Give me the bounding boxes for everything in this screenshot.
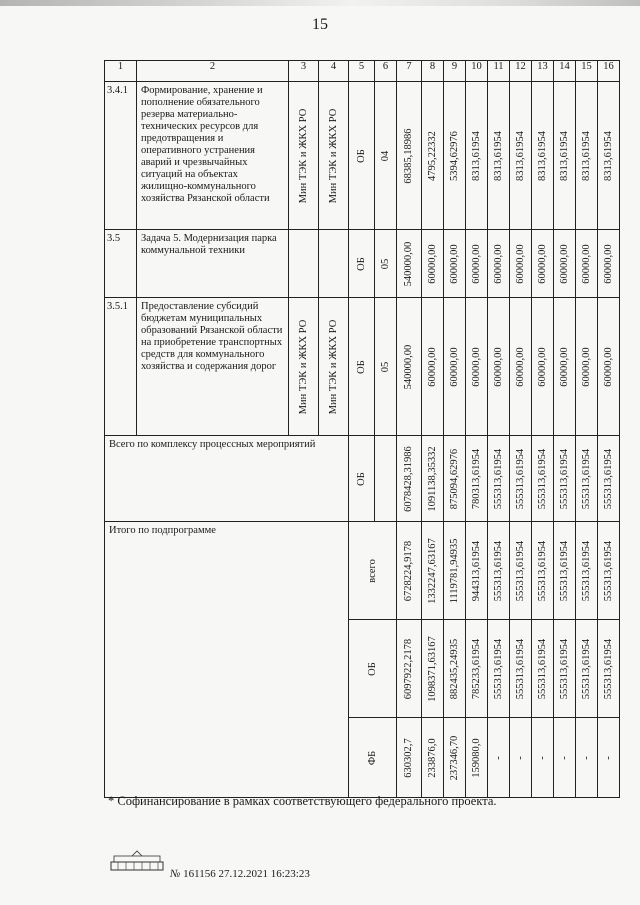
- value: 630302,7: [403, 737, 414, 778]
- col-header: 2: [137, 61, 289, 82]
- executor-cell: [319, 230, 349, 298]
- value-cell: [397, 82, 422, 230]
- value-cell: [397, 230, 422, 298]
- value: 555313,61954: [492, 638, 504, 699]
- line-label-cell: [349, 718, 397, 798]
- executor-cell: [289, 230, 319, 298]
- value-cell: [554, 230, 576, 298]
- executor-cell: [289, 298, 319, 436]
- col-header: 7: [397, 61, 422, 82]
- value-cell: [554, 620, 576, 718]
- value: 1091138,35332: [426, 445, 438, 512]
- value: 60000,00: [514, 243, 526, 284]
- value: 68385,18986: [403, 127, 414, 184]
- value: 60000,00: [558, 346, 570, 387]
- value-cell: [422, 82, 444, 230]
- value-cell: [510, 230, 532, 298]
- registration-datetime: 27.12.2021 16:23:23: [218, 868, 310, 880]
- col-header: 15: [576, 61, 598, 82]
- value-cell: [422, 620, 444, 718]
- value-cell: [576, 298, 598, 436]
- value: 780313,61954: [470, 448, 482, 509]
- value-cell: [422, 718, 444, 798]
- value-cell: [422, 522, 444, 620]
- value-cell: [532, 620, 554, 718]
- row-number: 3.4.1: [105, 82, 137, 230]
- value-cell: [466, 82, 488, 230]
- value: 944313,61954: [470, 540, 482, 601]
- value: 60000,00: [536, 243, 548, 284]
- value-cell: [422, 436, 444, 522]
- row-name: Задача 5. Модернизация парка коммунальной техники: [137, 230, 289, 298]
- value: 6728224,9178: [403, 540, 414, 601]
- subprogram-total-row: [105, 522, 620, 620]
- value: 6097922,2178: [403, 638, 414, 699]
- value: 60000,00: [580, 346, 592, 387]
- registration-number: 161156: [183, 868, 216, 880]
- value-cell: [598, 298, 620, 436]
- value-cell: [444, 718, 466, 798]
- value-cell: [532, 718, 554, 798]
- value: -: [492, 755, 504, 760]
- col-header: 10: [466, 61, 488, 82]
- table-row: [105, 298, 620, 436]
- value-cell: [576, 718, 598, 798]
- value: 60000,00: [470, 243, 482, 284]
- col-header: 6: [375, 61, 397, 82]
- value: 60000,00: [602, 346, 614, 387]
- value: 555313,61954: [602, 540, 614, 601]
- value: 555313,61954: [492, 540, 504, 601]
- value-cell: [488, 298, 510, 436]
- registration-line: [170, 868, 310, 880]
- value: 555313,61954: [558, 638, 570, 699]
- line-label: всего: [366, 558, 378, 583]
- value: 8313,61954: [536, 130, 548, 181]
- value-cell: [510, 718, 532, 798]
- value: 8313,61954: [492, 130, 504, 181]
- value: 237346,70: [448, 735, 460, 780]
- value: 8313,61954: [558, 130, 570, 181]
- value-cell: [598, 718, 620, 798]
- row-name: Предоставление субсидий бюджетам муниципальных образований Рязанской области на приобретение транспортных средств для коммунального хозяйства и содержания дорог: [137, 298, 289, 436]
- value: 8313,61954: [602, 130, 614, 181]
- col-header: 8: [422, 61, 444, 82]
- value-cell: [576, 620, 598, 718]
- value: 882435,24935: [448, 638, 460, 699]
- source-cell: [349, 298, 375, 436]
- value: -: [536, 755, 548, 760]
- value: 60000,00: [426, 243, 438, 284]
- value: 555313,61954: [536, 448, 548, 509]
- col-header: 3: [289, 61, 319, 82]
- value-cell: [532, 522, 554, 620]
- value-cell: [576, 522, 598, 620]
- subprogram-total-label: Итого по подпрограмме: [105, 522, 349, 798]
- value-cell: [554, 298, 576, 436]
- table-row: [105, 230, 620, 298]
- code: 04: [379, 150, 391, 161]
- col-header: 4: [319, 61, 349, 82]
- source-cell: [349, 82, 375, 230]
- value-cell: [598, 436, 620, 522]
- number-sign: №: [170, 868, 181, 880]
- value-cell: [510, 522, 532, 620]
- value-cell: [466, 620, 488, 718]
- value: 555313,61954: [536, 540, 548, 601]
- value-cell: [488, 436, 510, 522]
- value: 540000,00: [403, 344, 414, 389]
- funding-source: ОБ: [355, 359, 367, 374]
- funding-source: ОБ: [355, 256, 367, 271]
- funding-source: ОБ: [355, 471, 367, 486]
- executor-4: Мин ТЭК и ЖКХ РО: [327, 319, 339, 414]
- value: 8313,61954: [514, 130, 526, 181]
- value-cell: [466, 230, 488, 298]
- value-cell: [444, 298, 466, 436]
- value: 233876,0: [426, 737, 438, 778]
- complex-total-label: Всего по комплексу процессных мероприятий: [105, 436, 349, 522]
- value: 5394,62976: [448, 130, 460, 181]
- value-cell: [488, 620, 510, 718]
- line-label: ОБ: [366, 661, 378, 676]
- value: 555313,61954: [514, 540, 526, 601]
- executor-cell: [319, 298, 349, 436]
- value: 6078428,31986: [403, 445, 414, 512]
- col-header: 14: [554, 61, 576, 82]
- value: -: [558, 755, 570, 760]
- col-header: 5: [349, 61, 375, 82]
- value: 555313,61954: [492, 448, 504, 509]
- value: 60000,00: [426, 346, 438, 387]
- source-cell: [349, 436, 375, 522]
- value-cell: [598, 620, 620, 718]
- value-cell: [488, 522, 510, 620]
- value: 60000,00: [580, 243, 592, 284]
- value-cell: [444, 82, 466, 230]
- value-cell: [444, 230, 466, 298]
- empty-cell: [375, 436, 397, 522]
- value-cell: [397, 436, 422, 522]
- value-cell: [554, 522, 576, 620]
- value: 4795,22332: [426, 130, 438, 181]
- col-header: 1: [105, 61, 137, 82]
- col-header: 12: [510, 61, 532, 82]
- value: 555313,61954: [580, 540, 592, 601]
- value-cell: [397, 718, 422, 798]
- col-header: 16: [598, 61, 620, 82]
- value: 60000,00: [470, 346, 482, 387]
- executor-4: Мин ТЭК и ЖКХ РО: [327, 108, 339, 203]
- code: 05: [379, 361, 391, 372]
- value-cell: [598, 522, 620, 620]
- value: 159080,0: [470, 737, 482, 778]
- value-cell: [554, 82, 576, 230]
- table-row: [105, 82, 620, 230]
- value-cell: [488, 718, 510, 798]
- col-header: 13: [532, 61, 554, 82]
- funding-source: ОБ: [355, 148, 367, 163]
- value: 1332247,63167: [426, 537, 438, 604]
- value: 60000,00: [492, 243, 504, 284]
- code-cell: [375, 230, 397, 298]
- value: 60000,00: [448, 346, 460, 387]
- value-cell: [466, 436, 488, 522]
- executor-3: Мин ТЭК и ЖКХ РО: [297, 319, 309, 414]
- value-cell: [422, 298, 444, 436]
- value-cell: [532, 230, 554, 298]
- source-cell: [349, 230, 375, 298]
- row-number: 3.5: [105, 230, 137, 298]
- budget-table: [104, 60, 620, 798]
- value: 555313,61954: [514, 448, 526, 509]
- row-name: Формирование, хранение и пополнение обязательного резерва материально-технических ресурсов для предотвращения и оперативного устранения аварий и чрезвычайных ситуаций на объектах жилищно-коммунального хозяйства Рязанской области: [137, 82, 289, 230]
- value: 555313,61954: [580, 448, 592, 509]
- code: 05: [379, 258, 391, 269]
- value: 60000,00: [558, 243, 570, 284]
- value: 555313,61954: [558, 540, 570, 601]
- value-cell: [510, 298, 532, 436]
- value-cell: [488, 230, 510, 298]
- value-cell: [576, 230, 598, 298]
- code-cell: [375, 298, 397, 436]
- value: 555313,61954: [514, 638, 526, 699]
- line-label-cell: [349, 620, 397, 718]
- value-cell: [532, 436, 554, 522]
- value-cell: [576, 82, 598, 230]
- value-cell: [554, 436, 576, 522]
- scan-edge: [0, 0, 640, 6]
- value-cell: [397, 620, 422, 718]
- value-cell: [554, 718, 576, 798]
- value: 875094,62976: [448, 448, 460, 509]
- value: 785233,61954: [470, 638, 482, 699]
- value: 555313,61954: [536, 638, 548, 699]
- value-cell: [466, 298, 488, 436]
- value: 1098371,63167: [426, 635, 438, 702]
- value-cell: [466, 718, 488, 798]
- value-cell: [397, 522, 422, 620]
- value: 1119781,94935: [448, 538, 460, 603]
- value-cell: [510, 82, 532, 230]
- value: 60000,00: [448, 243, 460, 284]
- value-cell: [598, 230, 620, 298]
- line-label: ФБ: [366, 750, 378, 765]
- value: 60000,00: [492, 346, 504, 387]
- value: 555313,61954: [602, 448, 614, 509]
- value: 555313,61954: [580, 638, 592, 699]
- value: -: [514, 755, 526, 760]
- executor-3: Мин ТЭК и ЖКХ РО: [297, 108, 309, 203]
- row-number: 3.5.1: [105, 298, 137, 436]
- value: 540000,00: [403, 241, 414, 286]
- value-cell: [466, 522, 488, 620]
- value-cell: [532, 298, 554, 436]
- value-cell: [488, 82, 510, 230]
- footnote: * Софинансирование в рамках соответствующего федерального проекта.: [108, 794, 497, 808]
- complex-total-row: [105, 436, 620, 522]
- value: 8313,61954: [470, 130, 482, 181]
- value: 60000,00: [514, 346, 526, 387]
- value: 60000,00: [602, 243, 614, 284]
- value-cell: [510, 620, 532, 718]
- col-header: 9: [444, 61, 466, 82]
- value-cell: [444, 620, 466, 718]
- value-cell: [397, 298, 422, 436]
- value: -: [602, 755, 614, 760]
- value-cell: [510, 436, 532, 522]
- value-cell: [444, 522, 466, 620]
- executor-cell: [289, 82, 319, 230]
- executor-cell: [319, 82, 349, 230]
- col-header: 11: [488, 61, 510, 82]
- line-label-cell: [349, 522, 397, 620]
- value: -: [580, 755, 592, 760]
- value: 60000,00: [536, 346, 548, 387]
- value-cell: [532, 82, 554, 230]
- registry-building-icon: [110, 850, 164, 872]
- value-cell: [576, 436, 598, 522]
- value-cell: [444, 436, 466, 522]
- code-cell: [375, 82, 397, 230]
- value-cell: [598, 82, 620, 230]
- value: 8313,61954: [580, 130, 592, 181]
- page-number: 15: [312, 16, 328, 33]
- header-row: [105, 61, 620, 82]
- value: 555313,61954: [558, 448, 570, 509]
- value-cell: [422, 230, 444, 298]
- value: 555313,61954: [602, 638, 614, 699]
